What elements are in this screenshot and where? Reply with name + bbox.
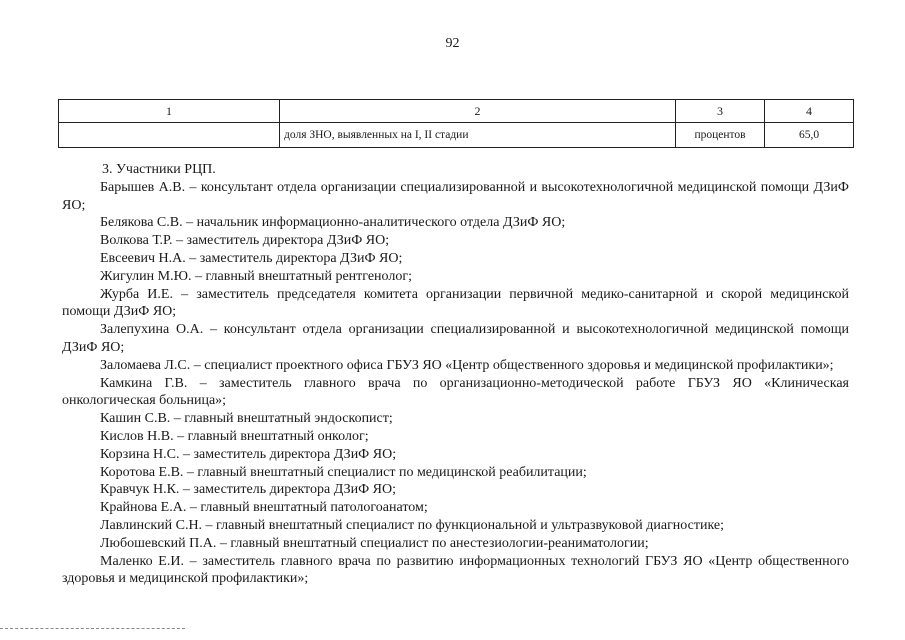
participant-item: Волкова Т.Р. – заместитель директора ДЗиФ ЯО; — [100, 233, 390, 249]
table-cell: доля ЗНО, выявленных на I, II стадии — [280, 123, 676, 148]
document-body — [62, 161, 849, 588]
table-header-cell: 1 — [59, 100, 280, 123]
participant-item: Камкина Г.В. – заместитель главного врача по организационно-методической работе ГБУЗ ЯО «Клиническая онкологическая больница»; — [62, 375, 849, 409]
participant-item: Кашин С.В. – главный внештатный эндоскопист; — [100, 411, 393, 427]
table-cell: 65,0 — [765, 123, 854, 148]
participant-item: Барышев А.В. – консультант отдела организации специализированной и высокотехнологичной медицинской помощи ДЗиФ ЯО; — [62, 179, 849, 213]
table-header-cell: 4 — [765, 100, 854, 123]
participant-item: Коротова Е.В. – главный внештатный специалист по медицинской реабилитации; — [100, 464, 587, 480]
participant-item: Корзина Н.С. – заместитель директора ДЗиФ ЯО; — [100, 446, 397, 462]
footnote-divider — [0, 628, 185, 629]
participant-item: Кравчук Н.К. – заместитель директора ДЗиФ ЯО; — [100, 482, 397, 498]
participant-item: Жигулин М.Ю. – главный внештатный рентгенолог; — [100, 268, 412, 284]
participant-item: Заломаева Л.С. – специалист проектного офиса ГБУЗ ЯО «Центр общественного здоровья и медицинской профилактики»; — [100, 357, 834, 373]
participant-item: Залепухина О.А. – консультант отдела организации специализированной и высокотехнологичной медицинской помощи ДЗиФ ЯО; — [62, 322, 849, 355]
table-cell — [59, 123, 280, 148]
table-cell: процентов — [676, 123, 765, 148]
participant-item: Лавлинский С.Н. – главный внештатный специалист по функциональной и ультразвуковой диагностике; — [100, 517, 725, 533]
participant-item: Белякова С.В. – начальник информационно-аналитического отдела ДЗиФ ЯО; — [100, 215, 566, 231]
participant-item: Евсеевич Н.А. – заместитель директора ДЗиФ ЯО; — [100, 250, 403, 266]
participant-item: Крайнова Е.А. – главный внештатный патологоанатом; — [100, 500, 428, 516]
indicator-table — [58, 99, 854, 148]
participant-item: Кислов Н.В. – главный внештатный онколог; — [100, 428, 369, 444]
page-number: 92 — [445, 36, 460, 51]
table-header-cell: 2 — [280, 100, 676, 123]
participant-item: Маленко Е.И. – заместитель главного врача по развитию информационных технологий ГБУЗ ЯО «Центр общественного здоровья и медицинской профилактики»; — [62, 553, 849, 587]
table-header-cell: 3 — [676, 100, 765, 123]
participant-item: Любошевский П.А. – главный внештатный специалист по анестезиологии-реаниматологии; — [100, 535, 649, 551]
section-title: 3. Участники РЦП. — [102, 162, 216, 177]
table-row — [59, 123, 854, 148]
table-header-row — [59, 100, 854, 123]
participant-item: Журба И.Е. – заместитель председателя комитета организации первичной медико-санитарной и скорой медицинской помощи ДЗиФ ЯО; — [62, 286, 849, 320]
